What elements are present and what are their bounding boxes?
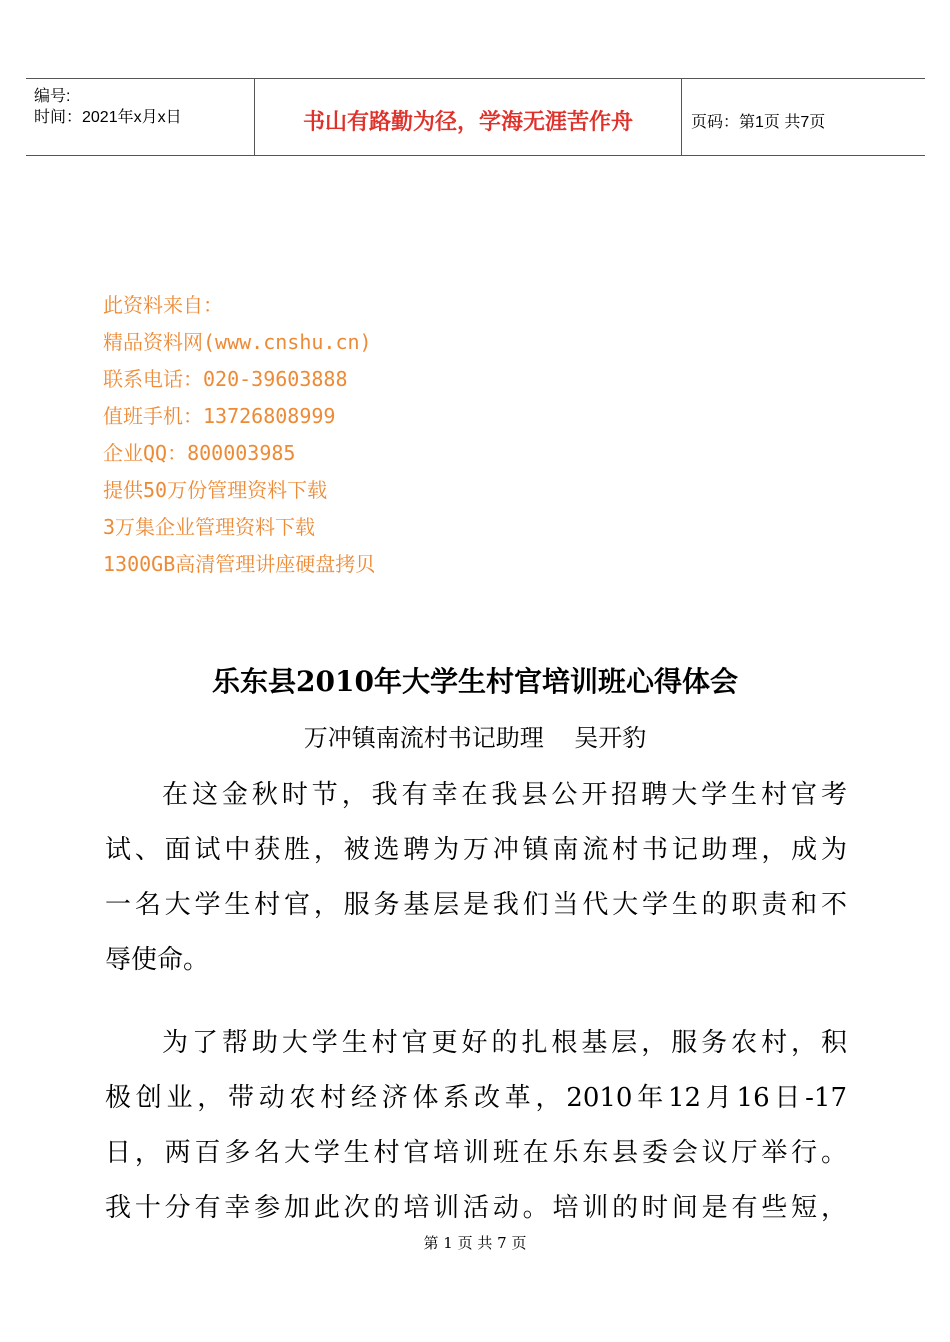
paragraph bbox=[105, 1016, 847, 1236]
document-title: 乐东县2010年大学生村官培训班心得体会 bbox=[212, 665, 738, 698]
header-meta-cell bbox=[26, 79, 254, 155]
text-line: 试、面试中获胜，被选聘为万冲镇南流村书记助理，成为 bbox=[105, 835, 847, 865]
document-body bbox=[105, 768, 847, 1264]
header-motto: 书山有路勤为径，学海无涯苦作舟 bbox=[302, 110, 633, 135]
text-line: 我十分有幸参加此次的培训活动。培训的时间是有些短， bbox=[105, 1193, 847, 1223]
header-page-cell bbox=[681, 79, 925, 155]
promo-line: 企业QQ：800003985 bbox=[103, 441, 296, 465]
text-line: 在这金秋时节，我有幸在我县公开招聘大学生村官考 bbox=[162, 780, 847, 810]
document-number-label: 编号: bbox=[34, 88, 71, 105]
header-page-info: 页码：第1页 共7页 bbox=[691, 114, 826, 131]
text-line: 一名大学生村官，服务基层是我们当代大学生的职责和不 bbox=[105, 890, 847, 920]
page-header bbox=[26, 78, 925, 156]
header-motto-cell bbox=[254, 79, 682, 155]
promo-block bbox=[103, 287, 375, 583]
promo-line: 1300GB高清管理讲座硬盘拷贝 bbox=[103, 552, 376, 576]
text-line: 辱使命。 bbox=[105, 945, 210, 975]
promo-line: 此资料来自： bbox=[103, 293, 223, 317]
promo-line: 3万集企业管理资料下载 bbox=[103, 515, 316, 539]
page-footer: 第 1 页 共 7 页 bbox=[423, 1234, 527, 1252]
text-line: 日，两百多名大学生村官培训班在乐东县委会议厅举行。 bbox=[105, 1138, 847, 1168]
text-line: 极创业，带动农村经济体系改革，2010年12月16日-17 bbox=[105, 1083, 847, 1113]
document-time-label: 时间：2021年x月x日 bbox=[34, 109, 182, 126]
promo-line: 提供50万份管理资料下载 bbox=[103, 478, 328, 502]
paragraph bbox=[105, 768, 847, 988]
promo-line: 精品资料网(www.cnshu.cn) bbox=[103, 330, 372, 354]
document-byline: 万冲镇南流村书记助理 吴开豹 bbox=[303, 724, 647, 752]
promo-line: 联系电话：020-39603888 bbox=[103, 367, 348, 391]
text-line: 为了帮助大学生村官更好的扎根基层，服务农村，积 bbox=[162, 1028, 847, 1058]
promo-line: 值班手机：13726808999 bbox=[103, 404, 336, 428]
